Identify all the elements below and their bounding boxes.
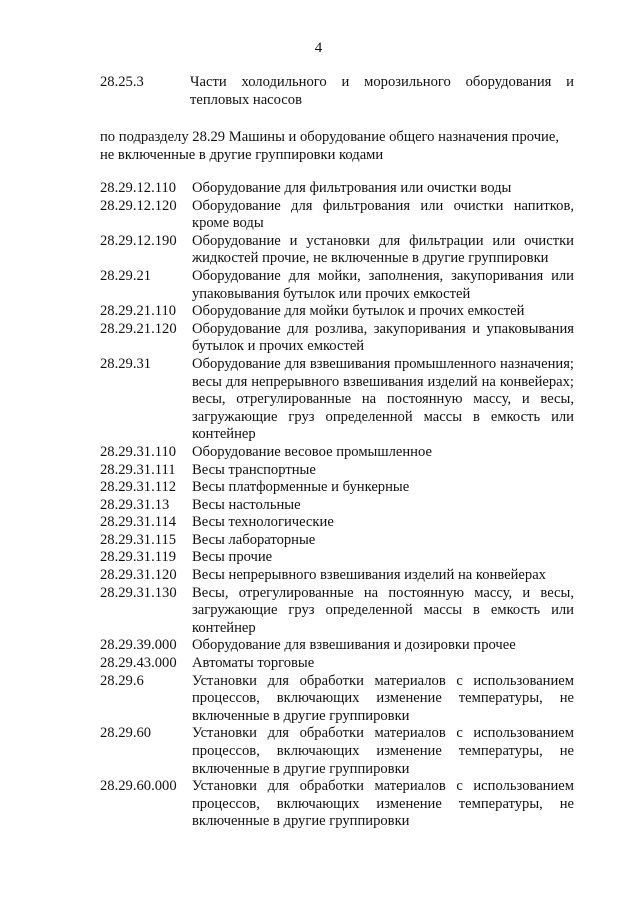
list-item: [100, 356, 574, 444]
entry-description: Весы платформенные и бункерные: [192, 479, 410, 496]
entry-description: Оборудование для мойки, заполнения, закупоривания или упаковывания бутылок или прочих емкостей: [192, 267, 574, 302]
entry-code: 28.29.31.13: [100, 496, 170, 513]
list-item: [100, 532, 574, 550]
entry-description: Весы транспортные: [192, 461, 316, 478]
list-item: [100, 514, 574, 532]
list-item: [100, 725, 574, 778]
entry-description: Оборудование и установки для фильтрации или очистки жидкостей прочие, не включенные в другие группировки: [192, 232, 574, 267]
entry-code: 28.29.31.119: [100, 549, 177, 566]
entry-code: 28.29.12.190: [100, 232, 177, 249]
list-item: [100, 778, 574, 831]
entry-code: 28.29.6: [100, 672, 144, 689]
list-item: [100, 549, 574, 567]
list-item: [100, 198, 574, 233]
entry-code: 28.29.31.112: [100, 479, 177, 496]
top-entry: [100, 74, 574, 109]
entry-code: 28.29.60.000: [100, 778, 177, 795]
entry-code: 28.29.21: [100, 267, 152, 284]
entry-code: 28.29.31.130: [100, 584, 177, 601]
entry-description: Оборудование для мойки бутылок и прочих емкостей: [192, 303, 525, 320]
entry-description: Весы настольные: [192, 496, 301, 513]
entry-code: 28.29.31: [100, 355, 152, 372]
list-item: [100, 585, 574, 638]
entry-code: 28.29.21.120: [100, 320, 177, 337]
section-intro: по подразделу 28.29 Машины и оборудование общего назначения прочие, не включенные в другие группировки кодами: [100, 129, 559, 163]
list-item: [100, 321, 574, 356]
list-item: [100, 268, 574, 303]
entry-description: Весы лабораторные: [192, 531, 316, 548]
entry-description: Автоматы торговые: [192, 655, 315, 672]
list-item: [100, 233, 574, 268]
entry-description: Установки для обработки материалов с использованием процессов, включающих изменение температуры, не включенные в другие группировки: [192, 725, 574, 777]
entry-code: 28.29.31.114: [100, 514, 177, 531]
entry-code: 28.29.12.120: [100, 197, 177, 214]
entry-code: 28.29.60: [100, 725, 152, 742]
entry-code: 28.29.39.000: [100, 637, 177, 654]
entry-code: 28.29.21.110: [100, 303, 177, 320]
list-item: [100, 180, 574, 198]
entry-code: 28.29.31.115: [100, 531, 177, 548]
list-item: [100, 673, 574, 726]
entry-description: Оборудование для розлива, закупоривания и упаковывания бутылок и прочих емкостей: [192, 320, 574, 355]
entry-description: Весы непрерывного взвешивания изделий на конвейерах: [192, 567, 546, 584]
entry-description: Оборудование весовое промышленное: [192, 443, 432, 460]
entry-description: Оборудование для взвешивания промышленного назначения; весы для непрерывного взвешивания изделий на конвейерах; весы, отрегулированные на постоянную массу, и весы, загружающие груз определенной массы в емкость или контейнер: [192, 355, 574, 443]
list-item: [100, 462, 574, 480]
list-item: [100, 655, 574, 673]
entry-code: 28.29.31.111: [100, 461, 176, 478]
entry-description: Оборудование для фильтрования или очистки воды: [192, 180, 512, 196]
list-item: [100, 303, 574, 321]
entry-code: 28.25.3: [100, 74, 144, 90]
list-item: [100, 444, 574, 462]
entry-code: 28.29.12.110: [100, 180, 177, 196]
entry-code: 28.29.31.120: [100, 567, 177, 584]
entry-description: Весы, отрегулированные на постоянную массу, и весы, загружающие груз определенной массы в емкость или контейнер: [192, 584, 574, 636]
entry-description: Оборудование для взвешивания и дозировки прочее: [192, 637, 516, 654]
entry-code: 28.29.43.000: [100, 655, 177, 672]
entry-description: Весы прочие: [192, 549, 273, 566]
list-item: [100, 567, 574, 585]
entry-description: Установки для обработки материалов с использованием процессов, включающих изменение температуры, не включенные в другие группировки: [192, 778, 574, 830]
entry-code: 28.29.31.110: [100, 443, 177, 460]
page-number: 4: [314, 40, 323, 56]
entry-description: Оборудование для фильтрования или очистки напитков, кроме воды: [192, 197, 574, 232]
list-item: [100, 637, 574, 655]
entry-description: Части холодильного и морозильного оборудования и тепловых насосов: [190, 74, 574, 108]
entry-description: Установки для обработки материалов с использованием процессов, включающих изменение температуры, не включенные в другие группировки: [192, 672, 574, 724]
entry-description: Весы технологические: [192, 514, 334, 531]
list-item: [100, 479, 574, 497]
code-list: [100, 180, 574, 831]
list-item: [100, 497, 574, 515]
